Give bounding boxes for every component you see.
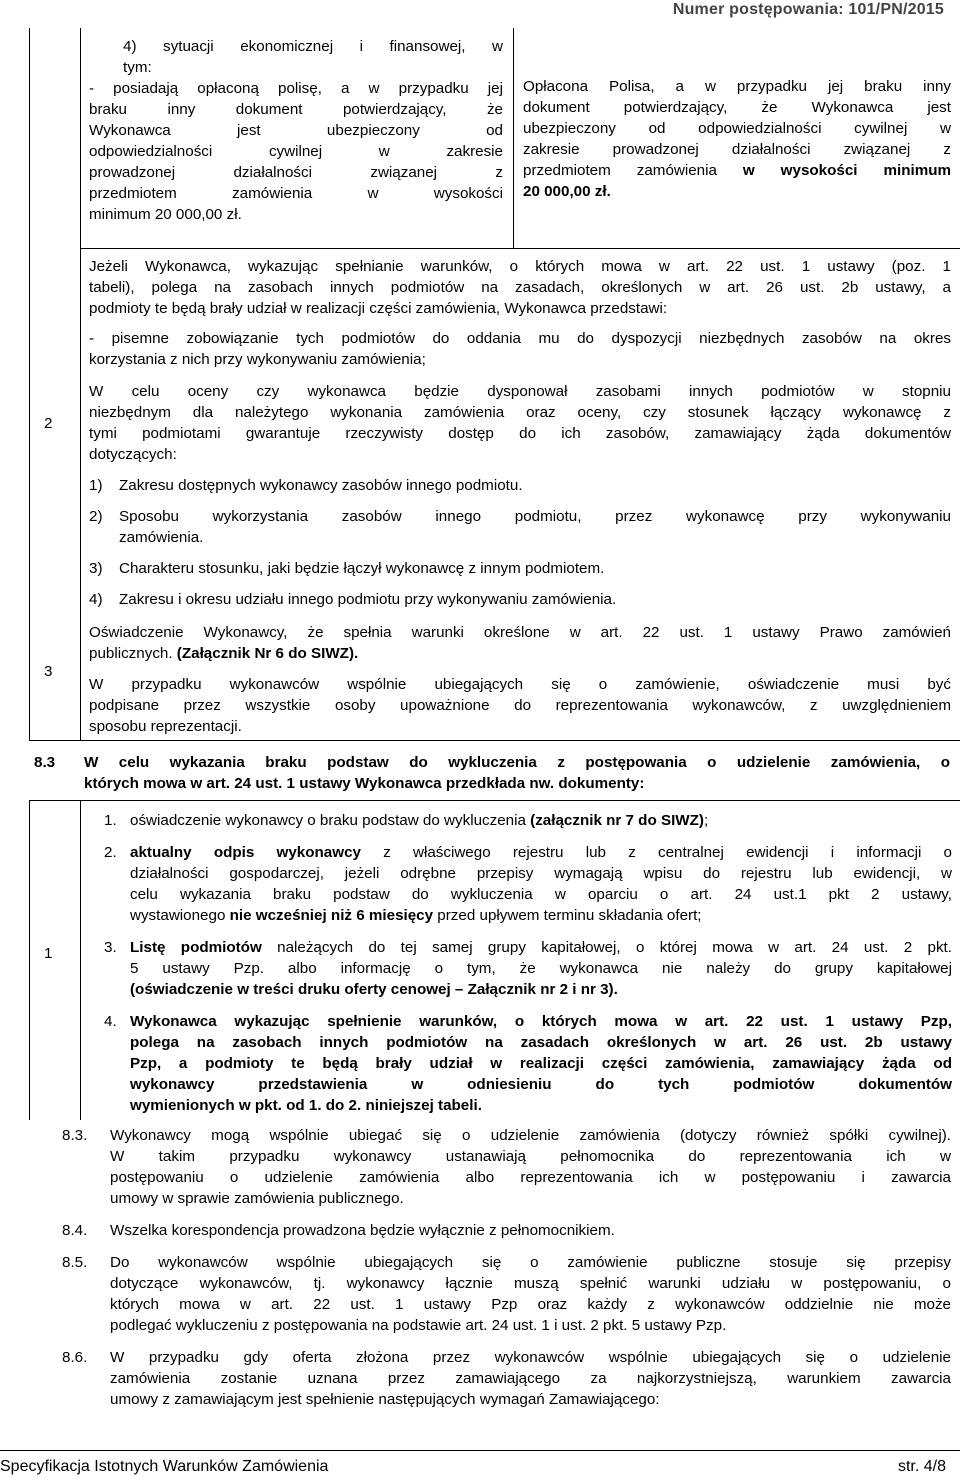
text: celu wykazania braku podstaw do wykluczenia w oparciu o art. 24 ust.1 pkt 2 ustawy,: [130, 886, 952, 903]
item-line: [130, 1095, 952, 1116]
document-item: [104, 842, 952, 926]
text: wystawionego: [130, 907, 230, 924]
paragraph-line: dotyczących:: [89, 446, 177, 463]
footer-rule: [0, 1450, 960, 1451]
paragraph-line: [89, 643, 951, 664]
section-line: podlegać wykluczeniu z postępowania na podstawie art. 24 ust. 1 i ust. 2 pkt. 5 ustawy Pzp.: [110, 1317, 727, 1334]
cell-line: [523, 160, 951, 181]
text: należących do tej samej grupy kapitałowej, o której mowa w art. 24 ust. 2 pkt.: [261, 939, 952, 956]
item-line: zamówienia.: [119, 529, 204, 546]
item-number: 4): [89, 591, 103, 608]
text: publicznych.: [89, 645, 177, 662]
numbered-item: [89, 558, 951, 579]
paragraph-line: niezbędnym dla należytego wykonania zamówienia oraz oceny, czy stosunek łączący wykonawcę z: [89, 404, 951, 421]
numbered-item: [89, 506, 951, 548]
item-text: [119, 475, 951, 496]
item-line: Sposobu wykorzystania zasobów innego podmiotu, przez wykonawcę przy wykonywaniu: [119, 508, 951, 525]
bold-text: (załącznik nr 7 do SIWZ): [530, 812, 704, 829]
section: [62, 1125, 951, 1209]
item-text: [119, 589, 951, 610]
document-item: [104, 937, 952, 1000]
numbered-item: [89, 589, 951, 610]
paragraph-line: W przypadku wykonawców wspólnie ubiegających się o zamówienie, oświadczenie musi być: [89, 676, 951, 693]
text: działalności gospodarczej, jeżeli odrębne przepisy wymagają wpisu do rejestru lub ewidencji, w: [130, 865, 952, 882]
cell-line: Opłacona Polisa, a w przypadku jej braku inny: [523, 78, 951, 95]
condition-cell: [89, 36, 503, 225]
item-line: [130, 810, 952, 831]
item-line: [130, 905, 952, 926]
document-item: [104, 1011, 952, 1116]
document-item: [104, 810, 952, 831]
cell-line: Wykonawca jest ubezpieczony od: [89, 122, 503, 139]
cell-line: odpowiedzialności cywilnej w zakresie: [89, 143, 503, 160]
bold-text: (oświadczenie w treści druku oferty cenowej – Załącznik nr 2 i nr 3).: [130, 981, 618, 998]
footer-title: Specyfikacja Istotnych Warunków Zamówienia: [0, 1458, 329, 1475]
item-line: [130, 863, 952, 884]
section-number: 8.4.: [62, 1222, 88, 1239]
section-line: których mowa w art. 22 ust. 1 ustawy Pzp oraz każdy z wykonawców oddzielnie nie może: [110, 1296, 951, 1313]
section-number: 8.5.: [62, 1254, 88, 1271]
cell-heading: 4) sytuacji ekonomicznej i finansowej, w: [123, 38, 503, 55]
section: [62, 1347, 951, 1410]
section-line: umowy w sprawie zamówienia publicznego.: [110, 1190, 404, 1207]
bold-text: Wykonawca wykazując spełnienie warunków, o których mowa w art. 22 ust. 1 ustawy Pzp,: [130, 1013, 952, 1030]
item-line: [130, 1074, 952, 1095]
item-line: [130, 1011, 952, 1032]
heading-line: których mowa w art. 24 ust. 1 ustawy Wykonawca przedkłada nw. dokumenty:: [84, 775, 645, 792]
bold-text: polega na zasobach innych podmiotów na zasadach określonych w art. 26 ust. 2b ustawy: [130, 1034, 952, 1051]
item-line: [130, 958, 952, 979]
cell-line: prowadzonej działalności związanej z: [89, 164, 503, 181]
required-document-cell: [523, 76, 951, 202]
text: ;: [703, 812, 709, 829]
paragraph-line: korzystania z nich przy wykonywaniu zamówienia;: [89, 351, 426, 368]
text: przed upływem terminu składania ofert;: [433, 907, 702, 924]
bold-text: wymienionych w pkt. od 1. do 2. niniejszej tabeli.: [130, 1097, 482, 1114]
section: [62, 1220, 951, 1241]
bold-text: nie wcześniej niż 6 miesięcy: [229, 907, 434, 924]
section: [62, 1252, 951, 1336]
bold-text: aktualny odpis wykonawcy: [130, 844, 361, 861]
numbered-item: [89, 475, 951, 496]
paragraph-line: podpisane przez wszystkie osoby upoważnione do reprezentowania wykonawców, z uwzględnieniem: [89, 697, 951, 714]
section-line: Wszelka korespondencja prowadzona będzie wyłącznie z pełnomocnikiem.: [110, 1222, 615, 1239]
section-line: umowy z zamawiającym jest spełnienie następujących wymagań Zamawiającego:: [110, 1391, 660, 1408]
item-line: [130, 1032, 952, 1053]
documents-list: [104, 810, 952, 1116]
paragraph-line: sposobu reprezentacji.: [89, 718, 242, 735]
bold-text: wykonawcy przedstawienia w odniesieniu do tych podmiotów dokumentów: [130, 1076, 952, 1093]
row-number-2: 2: [44, 415, 53, 432]
item-line: Zakresu dostępnych wykonawcy zasobów innego podmiotu.: [119, 477, 523, 494]
item-number: 2.: [104, 844, 117, 861]
item-line: [130, 1053, 952, 1074]
paragraph-line: podmioty te będą brały udział w realizacji części zamówienia, Wykonawca przedstawi:: [89, 300, 668, 317]
section-line: Wykonawcy mogą wspólnie ubiegać się o udzielenie zamówienia (dotyczy również spółki cywilnej).: [110, 1127, 951, 1144]
item-text: [119, 558, 951, 579]
row3-content: [89, 622, 951, 737]
sections-list: [62, 1125, 951, 1410]
item-line: [130, 937, 952, 958]
heading-line: W celu wykazania braku podstaw do wykluczenia z postępowania o udzielenie zamówienia, o: [84, 754, 950, 771]
paragraph-line: tymi podmiotami gwarantuje rzeczywisty dostęp do ich zasobów, zamawiający żąda dokumentów: [89, 425, 951, 442]
bold-text: Listę podmiotów: [130, 939, 262, 956]
attachment-ref: (Załącznik Nr 6 do SIWZ).: [176, 645, 359, 662]
item-line: [130, 842, 952, 863]
item-number: 1.: [104, 812, 117, 829]
text: oświadczenie wykonawcy o braku podstaw do wykluczenia: [130, 812, 531, 829]
cell-line: - posiadają opłaconą polisę, a w przypadku jej: [89, 80, 503, 97]
row-number-3: 3: [44, 663, 53, 680]
item-number: 1): [89, 477, 103, 494]
item-line: [130, 979, 952, 1000]
item-line: Charakteru stosunku, jaki będzie łączył wykonawcę z innym podmiotem.: [119, 560, 605, 577]
section-8-3-number: 8.3: [34, 754, 56, 771]
section-number: 8.3.: [62, 1127, 88, 1144]
text: z właściwego rejestru lub z centralnej ewidencji i informacji o: [360, 844, 952, 861]
cell-text: przedmiotem zamówienia: [523, 162, 743, 179]
cell-line: minimum 20 000,00 zł.: [89, 206, 242, 223]
cell-bold-line: 20 000,00 zł.: [523, 183, 611, 200]
paragraph-line: tabeli), polega na zasobach innych podmiotów na zasadach, określonych w art. 26 ust. 2b ustawy, a: [89, 279, 951, 296]
cell-line: przedmiotem zamówienia w wysokości: [89, 185, 503, 202]
page-number: str. 4/8: [897, 1458, 946, 1475]
item-number: 2): [89, 508, 103, 525]
item-line: Zakresu i okresu udziału innego podmiotu przy wykonywaniu zamówienia.: [119, 591, 617, 608]
cell-line: zakresie prowadzonej działalności związanej z: [523, 141, 951, 158]
paragraph-line: - pisemne zobowiązanie tych podmiotów do oddania mu do dyspozycji niezbędnych zasobów na okres: [89, 330, 951, 347]
section-line: postępowaniu o udzielenie zamówienia albo reprezentowania ich w postępowaniu i zawarcia: [110, 1169, 951, 1186]
item-number: 3.: [104, 939, 117, 956]
cell-bold: w wysokości minimum: [742, 162, 951, 179]
paragraph-line: Jeżeli Wykonawca, wykazując spełnianie warunków, o których mowa w art. 22 ust. 1 ustawy (poz. 1: [89, 258, 951, 275]
item-number: 4.: [104, 1013, 117, 1030]
case-number: Numer postępowania: 101/PN/2015: [672, 1, 944, 18]
cell-line: ubezpieczony od odpowiedzialności cywilnej w: [523, 120, 951, 137]
cell-line: braku inny dokument potwierdzający, że: [89, 101, 503, 118]
bold-text: Pzp, a podmioty te będą brały udział w realizacji części zamówienia, zamawiający żąda od: [130, 1055, 952, 1072]
row2-content: [89, 256, 951, 610]
section-line: W przypadku gdy oferta złożona przez wykonawców wspólnie ubiegających się o udzielenie: [110, 1349, 951, 1366]
section-line: Do wykonawców wspólnie ubiegających się o zamówienie publiczne stosuje się przepisy: [110, 1254, 951, 1271]
table2-row-number: 1: [44, 945, 53, 962]
paragraph-line: Oświadczenie Wykonawcy, że spełnia warunki określone w art. 22 ust. 1 ustawy Prawo zamówień: [89, 624, 951, 641]
section-line: W takim przypadku wykonawcy ustanawiają pełnomocnika do reprezentowania ich w: [110, 1148, 951, 1165]
item-line: [130, 884, 952, 905]
item-text: [119, 506, 951, 548]
section-number: 8.6.: [62, 1349, 88, 1366]
cell-heading: tym:: [123, 59, 152, 76]
section-line: zamówienia zostanie uznana przez zamawiającego za najkorzystniejszą, warunkiem zawarcia: [110, 1370, 951, 1387]
text: 5 ustawy Pzp. albo informację o tym, że wykonawca nie należy do grupy kapitałowej: [130, 960, 952, 977]
section-8-3-heading: [84, 752, 950, 794]
paragraph-line: W celu oceny czy wykonawca będzie dysponował zasobami innych podmiotów w stopniu: [89, 383, 951, 400]
item-number: 3): [89, 560, 103, 577]
cell-line: dokument potwierdzający, że Wykonawca jest: [523, 99, 951, 116]
section-line: dotyczące wykonawców, tj. wykonawcy łącznie muszą spełnić warunki udziału w postępowaniu, o: [110, 1275, 951, 1292]
